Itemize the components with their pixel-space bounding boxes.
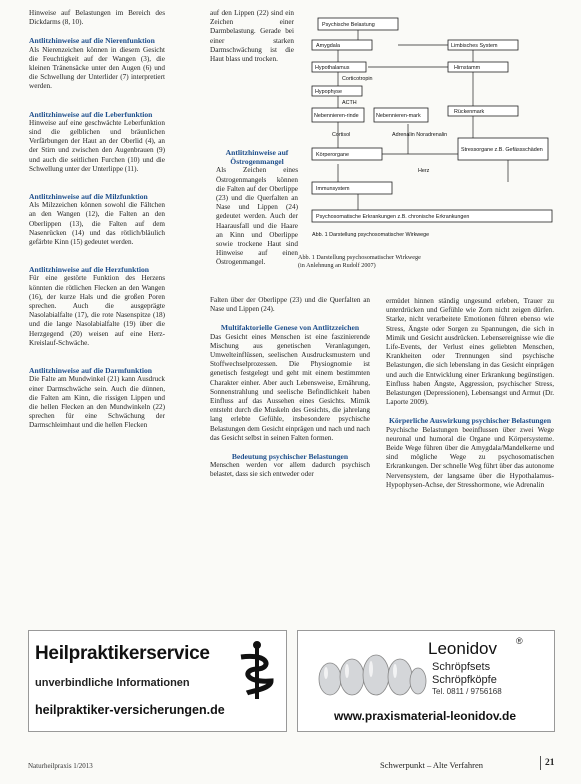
paragraph-multifaktoriell: Das Gesicht eines Menschen ist eine faszinierende Mischung aus genetischen Veranlagungen, Umwelteinflüssen, seelischen Ausdrucksmustern und Stoffwechselprozessen. Die Physiognomie ist genetisch festgelegt und geht mit einem bestimmten Charakter einher. Aber auch Lebensweise, Ernährung, Sonnenstrahlung und seelische Befindlichkeit haben Einfluss auf das Aussehen eines Gesichts. Mimik entsteht durch die Muskeln des Gesichts, die jahrelang lang erlebte Gefühle, insbesondere psychische Belastungen dem Gesicht einprägen und nach und nach das Gesicht selbst in seinen Falten formen. xyxy=(210,332,370,442)
footer-section: Schwerpunkt – Alte Verfahren xyxy=(380,760,483,770)
label-psychische-belastung: Psychische Belastung xyxy=(322,22,375,28)
caption-line-1: Abb. 1 Darstellung psychosomatischer Wirkwege xyxy=(298,254,421,261)
heading-oestrogen: Antlitzhinweise auf Östrogenmangel xyxy=(225,148,289,167)
ad1-title: Heilpraktikerservice xyxy=(35,643,210,664)
paragraph-oestrogen: Als Zeichen eines Östrogenmangels können die Falten auf der Oberlippe (23) und die Querfalten an Nase und Lippen (24) gedeutet werden. Auch der Haarausfall und die Haare an Kinn und Oberlippe sowie trockene Haut sind Hinweise auf einen Östrogenmangel. xyxy=(216,166,298,267)
label-nebennierenmark: Nebennieren-mark xyxy=(376,113,421,119)
heading-herz: Antlitzhinweise auf die Herzfunktion xyxy=(29,265,150,275)
paragraph-leber: Hinweise auf eine geschwächte Leberfunktion sind die gelblichen und bräunlichen Verfärbungen der Haut an der Oberlid (4), an der Stirn und zwischen den Augenbrauen (9) und auch die seitlichen Furchen (10) und die Schwellung unter der Unterlippe (11). xyxy=(29,118,165,173)
ad2-line-2: Schröpfköpfe xyxy=(432,674,497,686)
label-rueckenmark: Rückenmark xyxy=(454,109,485,115)
label-cortisol: Cortisol xyxy=(332,132,351,138)
footer-journal: Naturheilpraxis 1/2013 xyxy=(28,762,93,770)
diagram-inner-caption: Abb. 1 Darstellung psychosomatischer Wirkwege xyxy=(312,232,430,238)
caption-line-2: (in Anlehnung an Rudolf 2007) xyxy=(298,262,376,269)
heading-psych: Bedeutung psychischer Belastungen xyxy=(231,452,349,462)
heading-niere: Antlitzhinweise auf die Nierenfunktion xyxy=(29,36,155,46)
label-stressorgane: Stressorgane z.B. Gefässschäden xyxy=(461,147,543,153)
ad-heilpraktikerservice[interactable] xyxy=(28,630,287,732)
label-hypothalamus: Hypothalamus xyxy=(315,65,350,71)
label-koerperorgane: Körperorgane xyxy=(316,152,349,158)
ad2-phone: Tel. 0811 / 9756168 xyxy=(432,687,502,696)
label-amygdala: Amygdala xyxy=(316,43,340,49)
heading-multifaktoriell: Multifaktorielle Genese von Antlitzzeichen xyxy=(220,323,360,333)
paragraph-milz: Als Milzzeichen können sowohl die Fältchen an den Wangen (12), die Falten an den Oberlippen (13), die Falten auf dem Nasenrücken (14) und das rötlich/bläulich gefärbte Kinn (15) gedeutet werden. xyxy=(29,201,165,247)
label-corticotropin: Corticotropin xyxy=(342,76,373,82)
paragraph-niere: Als Nierenzeichen können in diesem Gesicht die Feuchtigkeit auf der Wangen (3), die kleinen Tränensäcke unter den Augen (6) und die Schwellung der Unterlider (7) interpretiert werden. xyxy=(29,45,165,91)
ad2-brand: Leonidov xyxy=(428,639,498,658)
paragraph-darm-cont: auf den Lippen (22) sind ein Zeichen einer Darmbelastung. Gerade bei einer starken Darmschwächung ist die Haut blass und trocken. xyxy=(210,9,294,64)
ad1-subtitle: unverbindliche Informationen xyxy=(35,677,190,689)
label-hypophyse: Hypophyse xyxy=(315,89,342,95)
text-column-middle-top xyxy=(210,9,294,64)
psychosomatic-diagram xyxy=(298,14,560,246)
ad-leonidov[interactable] xyxy=(297,630,555,732)
label-acth: ACTH xyxy=(342,100,357,106)
paragraph-ost-bottom: Falten über der Oberlippe (23) und die Querfalten an Nase und Lippen (24). xyxy=(210,296,370,314)
label-immunsystem: Immunsystem xyxy=(316,186,350,192)
label-herz: Herz xyxy=(418,168,430,174)
text-column-left xyxy=(29,9,165,431)
paragraph-herz: Für eine gestörte Funktion des Herzens könnten die rötlichen Flecken an den Wangen (16), der kurze Hals und die großen Poren sprechen. Auch die ausgeprägte Nasolabialfalte (17), die rote Nasenspitze (18) und die lange Nasolabialfalte (19) über die Herzgegend (20) weisen auf eine Herz-Kreislauf-Schwäche. xyxy=(29,274,165,347)
label-adrenalin: Adrenalin Noradrenalin xyxy=(392,132,448,138)
paragraph-psych: Menschen werden vor allem dadurch psychisch belastet, dass sie sich entweder oder xyxy=(210,461,370,479)
paragraph-darm: Die Falte am Mundwinkel (21) kann Ausdruck einer Darmschwäche sein. Auch die dünnen, die Falten am Kinn, die rissigen Lippen und die hellen Flecken an den Mundwinkeln (22) sprechen für eine Schwächung der Darmschleimhaut und die hellen Flecken xyxy=(29,375,165,430)
intro-text: Hinweise auf Belastungen im Bereich des Dickdarms (8, 10). xyxy=(29,9,165,27)
heading-koerperlich: Körperliche Auswirkung psychischer Belastungen xyxy=(388,416,552,426)
heading-leber: Antlitzhinweise auf die Leberfunktion xyxy=(29,109,153,119)
page-number: 21 xyxy=(545,758,555,768)
text-column-center-top xyxy=(210,296,370,480)
paragraph-right: ermüdet hinnen ständig ungesund erleben, Trauer zu unterdrücken und Gefühle wie Zorn nicht zeigen dürfen. Starke, nicht verarbeitete Emotionen führen ebenso wie Stress, Ängste oder Sorgen zu Spannungen, die sich in Mimik und Gesicht ausdrücken. Lebensereignisse wie die Life-Events, der Verlust eines geliebten Menschen, Krankheiten oder Trennungen sind psychische Belastungen, die sich lebenslang in das Gesicht einprägen und auch die Entwicklung einer Erkrankung begünstigen. Einfluss haben Ängste, Aggression, psychischer Stress, Belastungen (Depressionen), Lebensangst und Armut (Dr. Laporte 2009). xyxy=(386,297,554,407)
footer-divider xyxy=(540,756,541,770)
cupping-glasses-icon xyxy=(316,645,428,703)
label-limbisches-system: Limbisches System xyxy=(451,43,498,49)
heading-milz: Antlitzhinweise auf die Milzfunktion xyxy=(29,192,148,202)
paragraph-koerperlich: Psychische Belastungen beeinflussen über zwei Wege neuronal und humoral die Organe und Körpersysteme. Beide Wege führen über die Amygdala/Mandelkerne und sind mögliche Wege zu psychosomatischen Erkrankungen. Der schnelle Weg führt über das autonome Nervensystem, der langsame über die Hypothalamus-Hypophysen-Achse, der Stresshormone, wie Adrenalin xyxy=(386,425,554,489)
ad2-line-1: Schröpfsets xyxy=(432,661,491,673)
ad1-url[interactable]: heilpraktiker-versicherungen.de xyxy=(35,703,225,717)
label-nebennierenrinde: Nebennieren-rinde xyxy=(314,113,359,119)
heading-darm: Antlitzhinweise auf die Darmfunktion xyxy=(29,366,152,376)
text-column-right xyxy=(386,297,554,490)
figure-caption xyxy=(298,254,498,270)
ad2-registered-mark: ® xyxy=(516,636,523,646)
ad2-url[interactable]: www.praxismaterial-leonidov.de xyxy=(334,709,517,723)
text-column-middle-ost xyxy=(216,148,298,268)
label-hirnstamm: Hirnstamm xyxy=(454,65,481,71)
label-psychosomatische-erkrankungen: Psychosomatische Erkrankungen z.B. chronische Erkrankungen xyxy=(316,214,470,220)
caduceus-logo-icon xyxy=(231,639,283,701)
